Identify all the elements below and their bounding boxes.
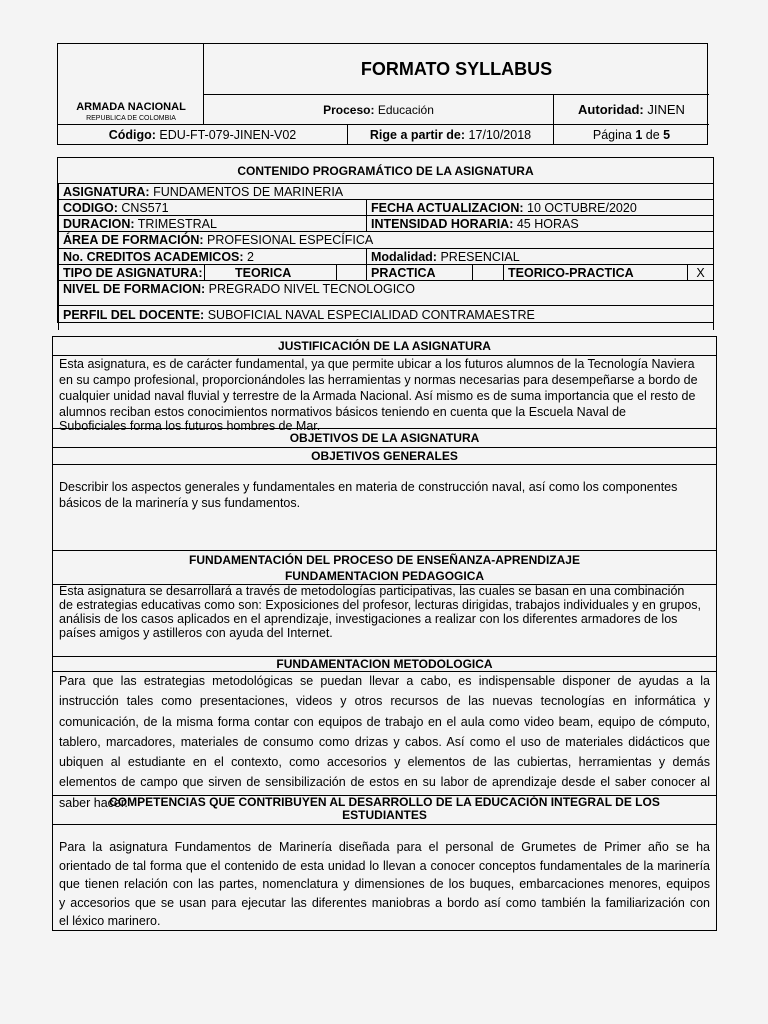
objetivos-title: OBJETIVOS DE LA ASIGNATURA — [289, 431, 480, 445]
fecha-value: 10 OCTUBRE/2020 — [527, 200, 637, 215]
justificacion-line: Suboficiales forma los futuros hombres de Mar. — [59, 419, 321, 433]
proceso-label: Proceso: — [323, 102, 375, 117]
metodologica-line: comunicación, de la misma forma contar con equipos de trabajo en el aula como video beam, equipo de cómputo, — [59, 714, 710, 729]
justificacion-line: Esta asignatura, es de carácter fundamental, ya que permite ubicar a los futuros alumnos de la Tecnología Naviera — [59, 357, 695, 371]
tipo-teorica: TEORICA — [205, 265, 337, 281]
document-title: FORMATO SYLLABUS — [204, 44, 709, 95]
justificacion-line: cualquier unidad naval fluvial y terrestre de la Armada Nacional. Así mismo es de suma importancia que el resto de — [59, 389, 696, 403]
intensidad-label: INTENSIDAD HORARIA: — [371, 216, 514, 231]
autoridad-value: JINEN — [647, 102, 685, 117]
pagina-de: de — [645, 128, 660, 142]
metodologica-line: instrucción tales como presentaciones, videos y otros recursos de las nuevas tecnologías en informática y — [59, 694, 710, 709]
asignatura-value: FUNDAMENTOS DE MARINERIA — [153, 184, 344, 199]
competencias-line: el léxico marinero. — [59, 914, 161, 928]
codigo-cell — [58, 125, 348, 145]
pedagogica-line: de estrategias educativas como son: Exposiciones del profesor, lecturas dirigidas, trabajos individuales y en grupos, — [59, 598, 702, 612]
nivel-value: PREGRADO NIVEL TECNOLOGICO — [208, 282, 415, 296]
tipo-teorico-practica: TEORICO-PRACTICA — [504, 265, 688, 281]
competencias-line: Para la asignatura Fundamentos de Marinería diseñada para el personal de Grumetes de Primer año se ha — [59, 840, 710, 854]
tipo-row — [59, 265, 714, 281]
duracion-value: TRIMESTRAL — [137, 216, 217, 231]
objetivos-line: Describir los aspectos generales y fundamentales en materia de construcción naval, así como los componentes — [59, 480, 678, 494]
metodologica-line: ubiquen al estudiante en el contexto, como accesorios y elementos de las cubiertas, herramientas y demás — [59, 755, 710, 770]
autoridad-label: Autoridad: — [578, 102, 644, 117]
modalidad-label: Modalidad: — [371, 249, 437, 264]
metodologica-title: FUNDAMENTACION METODOLOGICA — [276, 656, 493, 671]
duracion-row — [59, 216, 714, 232]
creditos-value: 2 — [247, 249, 254, 264]
justificacion-text — [53, 356, 716, 432]
org-name: ARMADA NACIONAL — [76, 101, 186, 113]
tipo-practica-box — [473, 265, 504, 281]
metodologica-line: elementos de campo que sirven de sensibilización de estos en su labor de aprendizaje desde el saber conocer al — [59, 775, 710, 790]
contenido-title: CONTENIDO PROGRAMÁTICO DE LA ASIGNATURA — [58, 158, 713, 184]
competencias-title-line: COMPETENCIAS QUE CONTRIBUYEN AL DESARROLLO DE LA EDUCACIÓN INTEGRAL DE LOS — [109, 795, 660, 809]
area-value: PROFESIONAL ESPECÍFICA — [207, 233, 374, 247]
pedagogica-line: análisis de los casos aplicados en el aprendizaje, investigaciones a realizar con los diferentes armadores de los — [59, 612, 678, 626]
rige-value: 17/10/2018 — [468, 128, 532, 142]
document-header — [57, 43, 708, 145]
codigo-label: Código: — [108, 128, 156, 142]
metodologica-line: saber hacer. — [59, 795, 128, 810]
modalidad-value: PRESENCIAL — [440, 249, 520, 264]
area-row — [59, 232, 714, 249]
pagina-number: 1 — [635, 128, 643, 142]
objetivos-text — [53, 479, 716, 511]
header-bottom-row — [58, 124, 709, 145]
justificacion-title: JUSTIFICACIÓN DE LA ASIGNATURA — [278, 339, 491, 353]
proceso-cell — [204, 95, 554, 124]
justificacion-line: alumnos reciban estos conocimientos normativos básicos teniendo en cuenta que la Escuela Naval de — [59, 405, 626, 419]
codigo-asig-value: CNS571 — [121, 200, 169, 215]
pedagogica-line: Esta asignatura se desarrollará a través de metodologías participativas, las cuales se basan en una combinación — [59, 584, 685, 598]
competencias-title-line: ESTUDIANTES — [342, 808, 427, 822]
creditos-row — [59, 249, 714, 265]
pedagogica-text — [53, 584, 716, 640]
duracion-label: DURACION: — [63, 216, 135, 231]
competencias-text — [53, 838, 716, 931]
codigo-asig-label: CODIGO: — [63, 200, 118, 215]
metodologica-line: tablero, marcadores, materiales de consumo como drizas y cabos. Así como el uso de materiales didácticos que — [59, 734, 710, 749]
intensidad-value: 45 HORAS — [516, 216, 579, 231]
pedagogica-title: FUNDAMENTACION PEDAGOGICA — [284, 569, 485, 583]
tipo-teorico-practica-mark: X — [688, 265, 714, 281]
org-logo-cell — [58, 44, 204, 124]
asignatura-row — [59, 184, 714, 200]
codigo-value: EDU-FT-079-JINEN-V02 — [159, 128, 297, 142]
contenido-section — [57, 157, 714, 323]
creditos-label: No. CREDITOS ACADEMICOS: — [63, 249, 244, 264]
competencias-title — [53, 796, 716, 822]
proceso-value: Educación — [377, 102, 434, 117]
area-label: ÁREA DE FORMACIÓN: — [63, 233, 204, 247]
org-subtitle: REPUBLICA DE COLOMBIA — [86, 114, 176, 122]
rige-label: Rige a partir de: — [369, 128, 466, 142]
objetivos-generales-title: OBJETIVOS GENERALES — [311, 449, 458, 463]
metodologica-line: Para que las estrategias metodológicas se puedan llevar a cabo, es indispensable disponer de ayudas a la — [59, 674, 710, 688]
contenido-table — [58, 184, 714, 330]
perfil-row — [59, 306, 714, 331]
codigo-row — [59, 200, 714, 216]
fundamentacion-title: FUNDAMENTACIÓN DEL PROCESO DE ENSEÑANZA-APRENDIZAJE — [189, 553, 580, 567]
pagina-label: Página — [592, 128, 632, 142]
syllabus-body — [52, 336, 717, 931]
objetivos-line: básicos de la marinería y sus fundamentos. — [59, 496, 301, 510]
competencias-line: que tienen relación con las partes, nomenclatura y dimensiones de los buques, embarcaciones menores, equipos — [59, 877, 710, 891]
justificacion-line: en su campo profesional, proporcionándoles las herramientas y normas necesarias para desempeñarse a bordo de — [59, 373, 698, 387]
fecha-label: FECHA ACTUALIZACION: — [371, 200, 524, 215]
nivel-row — [59, 281, 714, 306]
tipo-practica: PRACTICA — [367, 265, 473, 281]
asignatura-label: ASIGNATURA: — [63, 184, 150, 199]
pagina-total: 5 — [663, 128, 671, 142]
perfil-value: SUBOFICIAL NAVAL ESPECIALIDAD CONTRAMAESTRE — [207, 308, 535, 322]
pagina-cell — [554, 125, 709, 145]
autoridad-cell — [554, 95, 709, 124]
rige-cell — [348, 125, 554, 145]
metodologica-text — [53, 671, 716, 813]
competencias-line: orientado de tal forma que el contenido de esta unidad lo llevan a conocer conceptos fundamentales de la marinería — [59, 858, 710, 873]
tipo-label: TIPO DE ASIGNATURA: — [59, 265, 205, 281]
competencias-line: y accesorios que se usan para ejecutar las diferentes maniobras a bordo así como también la familiarización con — [59, 895, 710, 910]
tipo-teorica-box — [337, 265, 367, 281]
perfil-label: PERFIL DEL DOCENTE: — [63, 308, 205, 322]
pedagogica-line: países amigos y astilleros con ayuda del Internet. — [59, 626, 333, 640]
nivel-label: NIVEL DE FORMACION: — [63, 282, 206, 296]
